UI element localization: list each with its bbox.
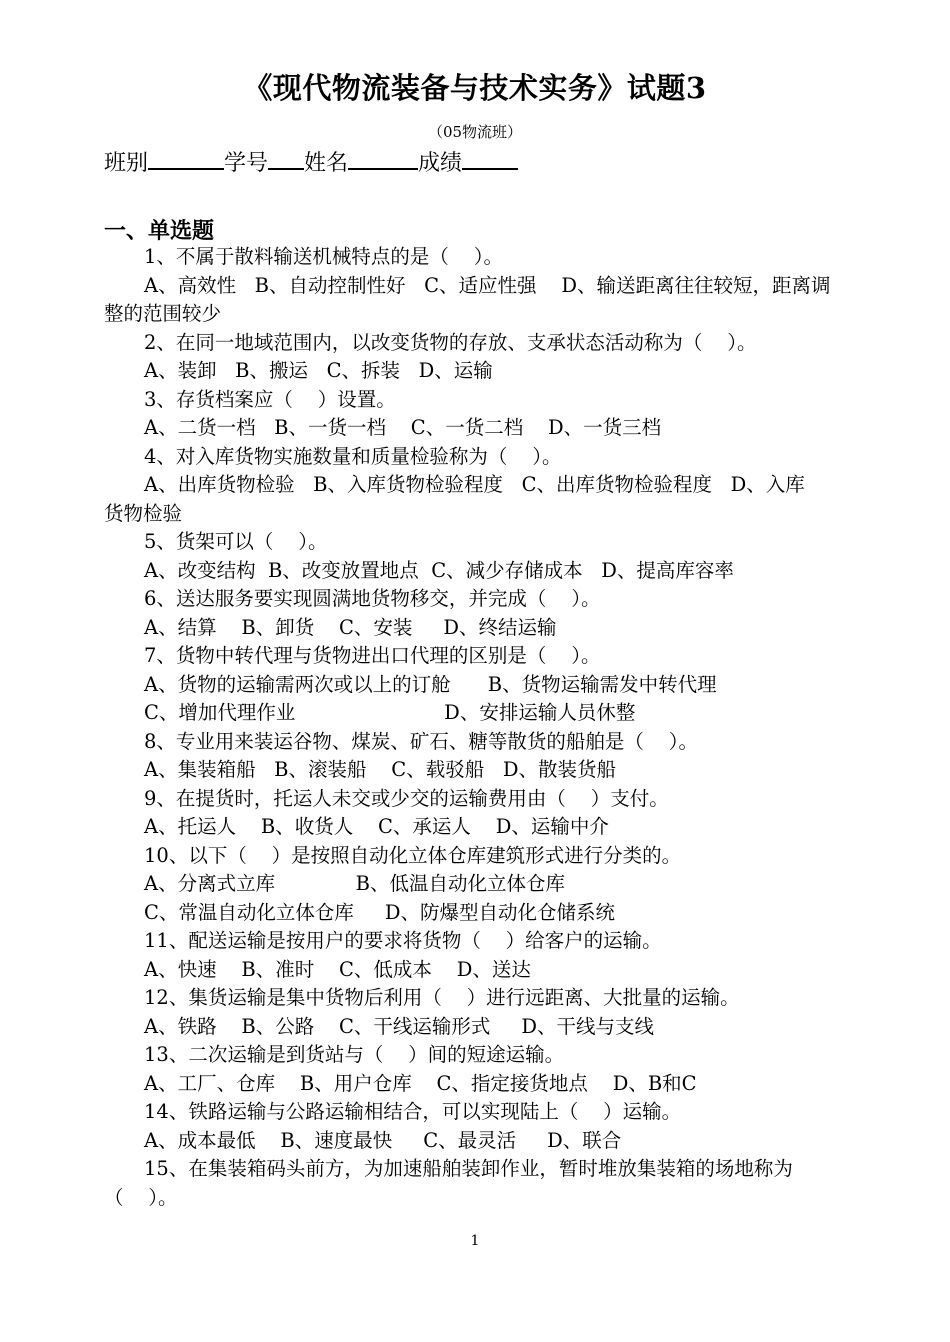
question-2: 2、在同一地域范围内，以改变货物的存放、支承状态活动称为（ ）。 — [144, 330, 757, 354]
question-13: 13、二次运输是到货站与（ ）间的短途运输。 — [144, 1043, 565, 1066]
question-8: 8、专业用来装运谷物、煤炭、矿石、糖等散货的船舶是（ ）。 — [144, 729, 698, 753]
question-10: 10、以下（ ）是按照自动化立体仓库建筑形式进行分类的。 — [144, 843, 682, 867]
question-12: 12、集货运输是集中货物后利用（ ）进行远距离、大批量的运输。 — [144, 986, 740, 1009]
question-7-options-ab: A、货物的运输需两次或以上的订舱 B、货物运输需发中转代理 — [144, 672, 717, 696]
question-10-options-cd: C、常温自动化立体仓库 D、防爆型自动化仓储系统 — [144, 900, 616, 924]
question-6: 6、送达服务要实现圆满地货物移交，并完成（ ）。 — [144, 587, 601, 610]
question-10-options-ab: A、分离式立库 B、低温自动化立体仓库 — [144, 872, 565, 895]
question-11: 11、配送运输是按用户的要求将货物（ ）给客户的运输。 — [144, 929, 662, 952]
question-4-options: A、出库货物检验 B、入库货物检验程度 C、出库货物检验程度 D、入库 — [144, 473, 805, 496]
question-9: 9、在提货时，托运人未交或少交的运输费用由（ ）支付。 — [144, 786, 669, 810]
question-9-options: A、托运人 B、收货人 C、承运人 D、运输中介 — [144, 815, 609, 838]
question-15: 15、在集装箱码头前方，为加速船舶装卸作业，暂时堆放集装箱的场地称为 — [144, 1157, 793, 1180]
question-11-options: A、快速 B、准时 C、低成本 D、送达 — [144, 957, 531, 981]
question-12-options: A、铁路 B、公路 C、干线运输形式 D、干线与支线 — [144, 1014, 655, 1038]
question-1-options-cont: 整的范围较少 — [104, 302, 222, 325]
question-14-options: A、成本最低 B、速度最快 C、最灵活 D、联合 — [144, 1128, 622, 1152]
question-1-options: A、高效性 B、自动控制性好 C、适应性强 D、输送距离往往较短，距离调 — [144, 273, 831, 297]
student-id-blank — [268, 146, 304, 170]
name-blank — [348, 146, 418, 170]
class-blank — [148, 146, 224, 170]
name-label: 姓名 — [304, 151, 349, 176]
question-13-options: A、工厂、仓库 B、用户仓库 C、指定接货地点 D、B和C — [144, 1071, 697, 1095]
question-14: 14、铁路运输与公路运输相结合，可以实现陆上（ ）运输。 — [144, 1100, 682, 1123]
question-5: 5、货架可以（ ）。 — [144, 530, 328, 553]
question-4: 4、对入库货物实施数量和质量检验称为（ ）。 — [144, 444, 562, 468]
question-4-options-cont: 货物检验 — [104, 501, 183, 525]
score-label: 成绩 — [418, 151, 463, 176]
exam-subtitle: （05物流班） — [427, 123, 523, 141]
question-7-options-cd: C、增加代理作业 D、安排运输人员休整 — [144, 701, 636, 724]
question-1: 1、不属于散料输送机械特点的是（ ）。 — [144, 245, 503, 268]
score-blank — [462, 146, 518, 170]
question-5-options: A、改变结构 B、改变放置地点 C、减少存储成本 D、提高库容率 — [144, 558, 734, 582]
section-heading: 一、单选题 — [104, 218, 215, 244]
class-label: 班别 — [104, 151, 149, 176]
question-2-options: A、装卸 B、搬运 C、拆装 D、运输 — [144, 359, 493, 382]
exam-title: 《现代物流装备与技术实务》试题3 — [243, 71, 707, 105]
student-id-label: 学号 — [224, 151, 269, 176]
question-8-options: A、集装箱船 B、滚装船 C、载驳船 D、散装货船 — [144, 758, 616, 781]
student-info-line — [104, 146, 518, 177]
page-number: 1 — [470, 1233, 480, 1249]
question-6-options: A、结算 B、卸货 C、安装 D、终结运输 — [144, 615, 557, 639]
question-list — [104, 243, 850, 1212]
question-3-options: A、二货一档 B、一货一档 C、一货二档 D、一货三档 — [144, 416, 662, 439]
question-15-cont: （ ）。 — [104, 1185, 178, 1209]
question-3: 3、存货档案应（ ）设置。 — [144, 387, 396, 411]
question-7: 7、货物中转代理与货物进出口代理的区别是（ ）。 — [144, 644, 601, 667]
